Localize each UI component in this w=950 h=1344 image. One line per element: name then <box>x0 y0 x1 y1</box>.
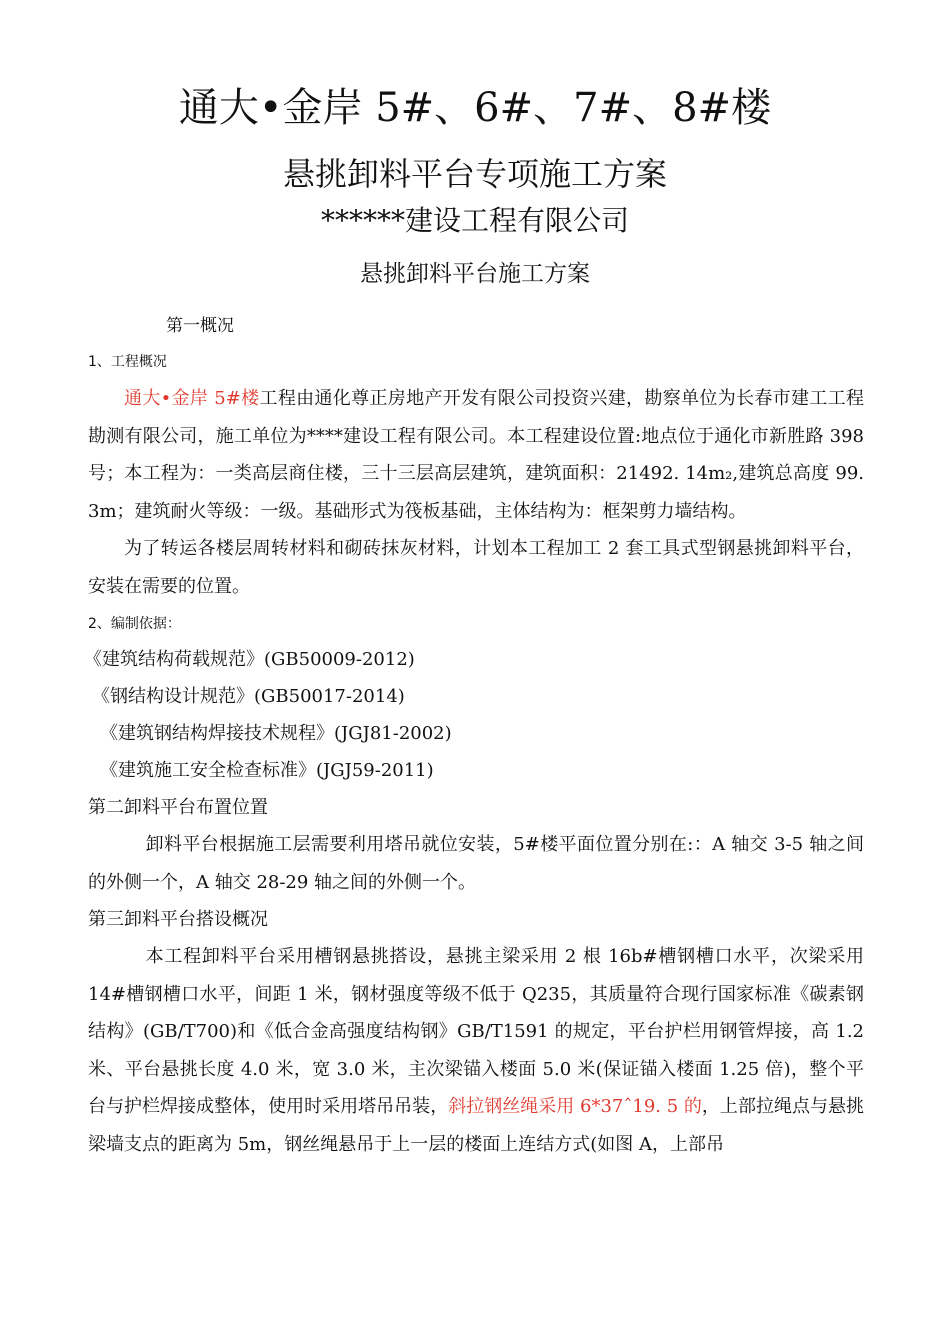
section-heading-project-overview: 1、工程概况 <box>88 354 167 370</box>
paragraph-platform-setup <box>88 938 864 1163</box>
reference-item: 《钢结构设计规范》(GB50017-2014) <box>92 686 405 707</box>
wire-rope-highlight: 斜拉钢丝绳采用 6*37ˆ19. 5 的 <box>448 1096 702 1117</box>
paragraph-project-overview <box>88 380 864 530</box>
document-title: 悬挑卸料平台施工方案 <box>360 261 590 287</box>
chapter1-heading: 第一概况 <box>166 316 234 336</box>
reference-item: 《建筑结构荷载规范》(GB50009-2012) <box>84 649 415 670</box>
paragraph-platform-location: 卸料平台根据施工层需要利用塔吊就位安装，5#楼平面位置分别在:：A 轴交 3-5 轴之间的外侧一个，A 轴交 28-29 轴之间的外侧一个。 <box>88 834 864 893</box>
reference-item: 《建筑钢结构焊接技术规程》(JGJ81-2002) <box>100 723 452 744</box>
company-name: ******建设工程有限公司 <box>320 204 629 237</box>
paragraph-text: ，上部拉绳点与悬挑梁墙支点的距离为 5m，钢丝绳悬吊于上一层的楼面上连结方式(如图 A，上部吊 <box>88 1096 865 1155</box>
chapter2-heading: 第二卸料平台布置位置 <box>88 797 268 818</box>
project-name-highlight: 通大•金岸 5#楼 <box>124 388 260 409</box>
sub-title: 悬挑卸料平台专项施工方案 <box>282 155 667 193</box>
reference-item: 《建筑施工安全检查标准》(JGJ59-2011) <box>100 760 434 781</box>
chapter3-heading: 第三卸料平台搭设概况 <box>88 909 268 930</box>
paragraph-platform-purpose: 为了转运各楼层周转材料和砌砖抹灰材料，计划本工程加工 2 套工具式型钢悬挑卸料平台，安装在需要的位置。 <box>88 538 864 597</box>
paragraph-text: 本工程卸料平台采用槽钢悬挑搭设，悬挑主梁采用 2 根 16b#槽钢槽口水平，次梁采用 14#槽钢槽口水平，间距 1 米，钢材强度等级不低于 Q235，其质量符合现行国家标准《碳素钢结构》(GB/T700)和《低合金高强度结构钢》GB/T1591 的规定，平台护栏用钢管焊接，高 1.2 米、平台悬挑长度 4.0 米，宽 3.0 米，主次梁锚入楼面 5.0 米(保证锚入楼面 1.25 倍)，整个平台与护栏焊接成整体，使用时采用塔吊吊装， <box>88 946 864 1117</box>
paragraph-text: 工程由通化尊正房地产开发有限公司投资兴建，勘察单位为长春市建工工程勘测有限公司，施工单位为****建设工程有限公司。本工程建设位置:地点位于通化市新胜路 398 号；本工程为：一类高层商住楼，三十三层高层建筑，建筑面积：21492. 14m₂,建筑总高度 99. 3m；建筑耐火等级：一级。基础形式为筏板基础，主体结构为：框架剪力墙结构。 <box>88 388 864 522</box>
main-title: 通大•金岸 5#、6#、7#、8#楼 <box>178 85 772 131</box>
section-heading-basis: 2、编制依据： <box>88 616 181 632</box>
body-content <box>84 350 865 1163</box>
